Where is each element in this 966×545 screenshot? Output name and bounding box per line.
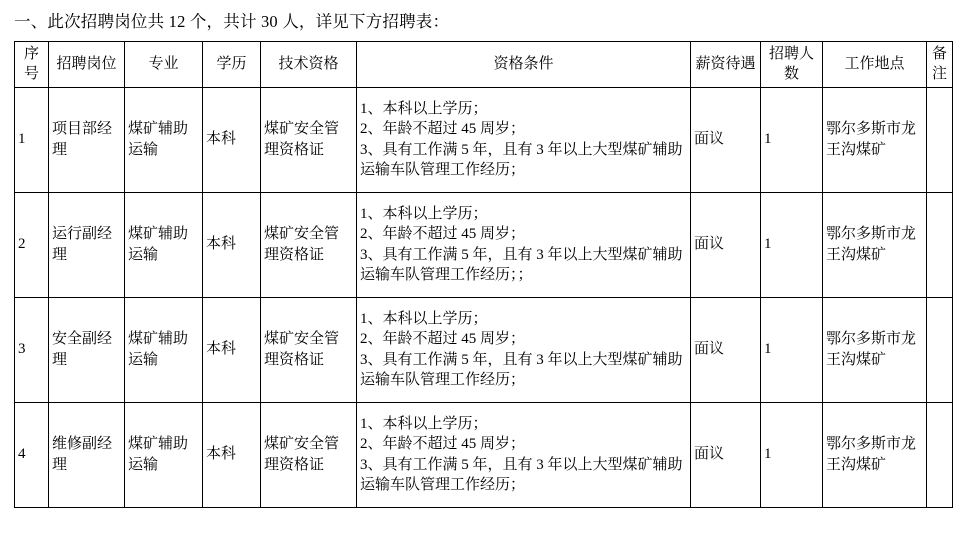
cell-post: 运行副经理 — [49, 192, 125, 297]
condition-line: 1、本科以上学历； — [360, 101, 488, 118]
cell-place: 鄂尔多斯市龙王沟煤矿 — [823, 402, 927, 507]
condition-line: 1、本科以上学历； — [360, 416, 488, 433]
cell-tech: 煤矿安全管理资格证 — [261, 402, 357, 507]
cell-tech: 煤矿安全管理资格证 — [261, 192, 357, 297]
table-row — [15, 297, 953, 402]
table-row — [15, 87, 953, 192]
cell-remark — [927, 297, 953, 402]
cell-count: 1 — [761, 402, 823, 507]
cell-education: 本科 — [203, 402, 261, 507]
column-header-education: 学历 — [203, 42, 261, 88]
condition-line: 3、具有工作满 5 年，且有 3 年以上大型煤矿辅助运输车队管理工作经历；； — [360, 246, 683, 283]
column-header-salary: 薪资待遇 — [691, 42, 761, 88]
condition-line: 3、具有工作满 5 年，且有 3 年以上大型煤矿辅助运输车队管理工作经历； — [360, 351, 683, 388]
recruitment-table — [14, 41, 953, 508]
condition-line: 1、本科以上学历； — [360, 311, 488, 328]
cell-tech: 煤矿安全管理资格证 — [261, 297, 357, 402]
cell-major: 煤矿辅助运输 — [125, 402, 203, 507]
cell-post: 维修副经理 — [49, 402, 125, 507]
table-body — [15, 87, 953, 507]
cell-major: 煤矿辅助运输 — [125, 87, 203, 192]
column-header-tech: 技术资格 — [261, 42, 357, 88]
cell-conditions — [357, 297, 691, 402]
column-header-place: 工作地点 — [823, 42, 927, 88]
table-header-row — [15, 42, 953, 88]
column-header-count: 招聘人数 — [761, 42, 823, 88]
intro-paragraph: 一、此次招聘岗位共 12 个，共计 30 人，详见下方招聘表： — [14, 12, 450, 31]
cell-salary: 面议 — [691, 402, 761, 507]
cell-seq: 1 — [15, 87, 49, 192]
condition-line: 2、年龄不超过 45 周岁； — [360, 121, 526, 138]
cell-remark — [927, 402, 953, 507]
condition-line: 2、年龄不超过 45 周岁； — [360, 436, 526, 453]
cell-salary: 面议 — [691, 297, 761, 402]
cell-place: 鄂尔多斯市龙王沟煤矿 — [823, 87, 927, 192]
cell-remark — [927, 192, 953, 297]
cell-education: 本科 — [203, 87, 261, 192]
cell-major: 煤矿辅助运输 — [125, 192, 203, 297]
cell-conditions — [357, 87, 691, 192]
cell-education: 本科 — [203, 192, 261, 297]
column-header-post: 招聘岗位 — [49, 42, 125, 88]
condition-line: 1、本科以上学历； — [360, 206, 488, 223]
cell-education: 本科 — [203, 297, 261, 402]
table-header — [15, 42, 953, 88]
condition-line: 2、年龄不超过 45 周岁； — [360, 226, 526, 243]
column-header-major: 专业 — [125, 42, 203, 88]
cell-salary: 面议 — [691, 192, 761, 297]
cell-place: 鄂尔多斯市龙王沟煤矿 — [823, 192, 927, 297]
cell-seq: 4 — [15, 402, 49, 507]
cell-seq: 3 — [15, 297, 49, 402]
column-header-remark: 备注 — [927, 42, 953, 88]
cell-salary: 面议 — [691, 87, 761, 192]
cell-conditions — [357, 192, 691, 297]
cell-remark — [927, 87, 953, 192]
cell-post: 安全副经理 — [49, 297, 125, 402]
condition-line: 3、具有工作满 5 年，且有 3 年以上大型煤矿辅助运输车队管理工作经历； — [360, 456, 683, 493]
cell-place: 鄂尔多斯市龙王沟煤矿 — [823, 297, 927, 402]
column-header-conditions: 资格条件 — [357, 42, 691, 88]
cell-conditions — [357, 402, 691, 507]
cell-count: 1 — [761, 87, 823, 192]
cell-major: 煤矿辅助运输 — [125, 297, 203, 402]
table-row — [15, 192, 953, 297]
cell-count: 1 — [761, 192, 823, 297]
cell-seq: 2 — [15, 192, 49, 297]
column-header-seq: 序号 — [15, 42, 49, 88]
table-row — [15, 402, 953, 507]
cell-count: 1 — [761, 297, 823, 402]
condition-line: 2、年龄不超过 45 周岁； — [360, 331, 526, 348]
cell-tech: 煤矿安全管理资格证 — [261, 87, 357, 192]
cell-post: 项目部经理 — [49, 87, 125, 192]
condition-line: 3、具有工作满 5 年，且有 3 年以上大型煤矿辅助运输车队管理工作经历； — [360, 141, 683, 178]
